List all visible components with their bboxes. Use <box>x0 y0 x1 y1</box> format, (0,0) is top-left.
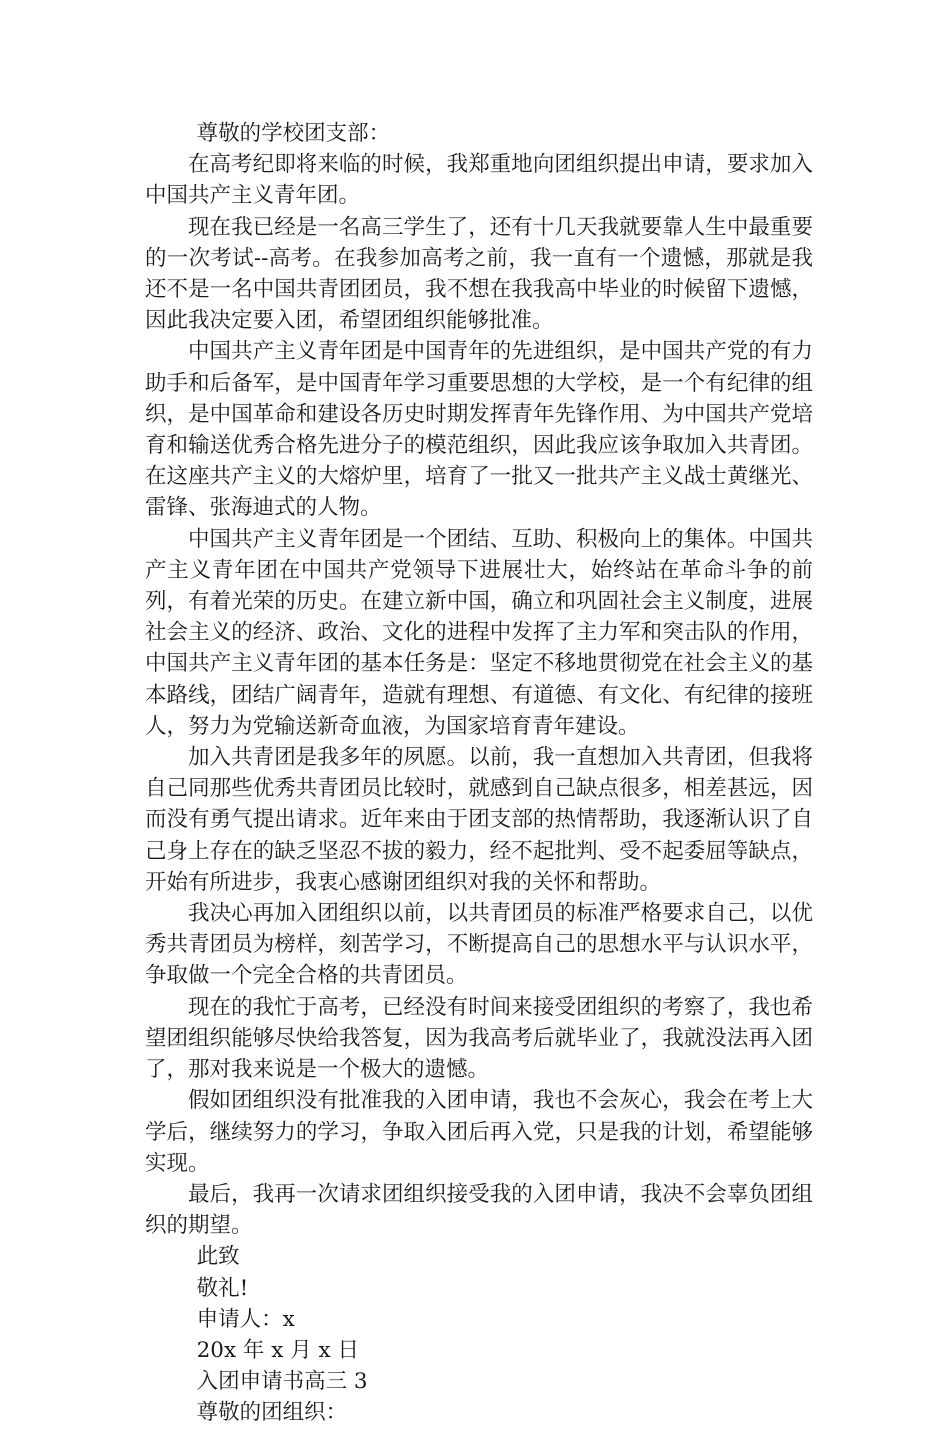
application-letter <box>145 118 813 1429</box>
paragraph-if-rejected: 假如团组织没有批准我的入团申请，我也不会灰心，我会在考上大学后，继续努力的学习，争取入团后再入党，只是我的计划，希望能够实现。 <box>145 1088 813 1176</box>
paragraph-league-nature: 中国共产主义青年团是中国青年的先进组织，是中国共产党的有力助手和后备军，是中国青年学习重要思想的大学校，是一个有纪律的组织，是中国革命和建设各历史时期发挥青年先锋作用、为中国共产党培育和输送优秀合格先进分子的模范组织，因此我应该争取加入共青团。在这座共产主义的大熔炉里，培育了一批又一批共产主义战士黄继光、雷锋、张海迪式的人物。 <box>145 339 813 521</box>
application-date: 20x 年 x 月 x 日 <box>196 1337 359 1363</box>
closing-line-2: 敬礼! <box>196 1275 249 1301</box>
paragraph-request-reply: 现在的我忙于高考，已经没有时间来接受团组织的考察了，我也希望团组织能够尽快给我答复，因为我高考后就毕业了，我就没法再入团了，那对我来说是一个极大的遗憾。 <box>145 994 813 1083</box>
paragraph-final-request: 最后，我再一次请求团组织接受我的入团申请，我决不会辜负团组织的期望。 <box>145 1181 813 1239</box>
paragraph-background: 现在我已经是一名高三学生了，还有十几天我就要靠人生中最重要的一次考试--高考。在我参加高考之前，我一直有一个遗憾，那就是我还不是一名中国共青团团员，我不想在我我高中毕业的时候留下遗憾，因此我决定要入团，希望团组织能够批准。 <box>145 214 813 334</box>
next-salutation: 尊敬的团组织： <box>196 1400 348 1426</box>
salutation: 尊敬的学校团支部： <box>196 121 391 146</box>
paragraph-intro: 在高考纪即将来临的时候，我郑重地向团组织提出申请，要求加入中国共产主义青年团。 <box>145 152 813 209</box>
paragraph-league-history: 中国共产主义青年团是一个团结、互助、积极向上的集体。中国共产主义青年团在中国共产党领导下进展壮大，始终站在革命斗争的前列，有着光荣的历史。在建立新中国，确立和巩固社会主义制度，进展社会主义的经济、政治、文化的进程中发挥了主力军和突击队的作用，中国共产主义青年团的基本任务是：坚定不移地贯彻党在社会主义的基本路线，团结广阔青年，造就有理想、有道德、有文化、有纪律的接班人，努力为党输送新奇血液，为国家培育青年建设。 <box>145 526 813 739</box>
closing-line-1: 此致 <box>196 1244 240 1270</box>
applicant-signature: 申请人：x <box>196 1306 295 1332</box>
paragraph-resolve: 我决心再加入团组织以前，以共青团员的标准严格要求自己，以优秀共青团员为榜样，刻苦学习，不断提高自己的思想水平与认识水平，争取做一个完全合格的共青团员。 <box>145 901 813 989</box>
paragraph-wish: 加入共青团是我多年的夙愿。以前，我一直想加入共青团，但我将自己同那些优秀共青团员比较时，就感到自己缺点很多，相差甚远，因而没有勇气提出请求。近年来由于团支部的热情帮助，我逐渐认识了自己身上存在的缺乏坚忍不拔的毅力，经不起批判、受不起委屈等缺点，开始有所进步，我衷心感谢团组织对我的关怀和帮助。 <box>145 745 813 895</box>
next-section-title: 入团申请书高三 3 <box>196 1369 368 1395</box>
